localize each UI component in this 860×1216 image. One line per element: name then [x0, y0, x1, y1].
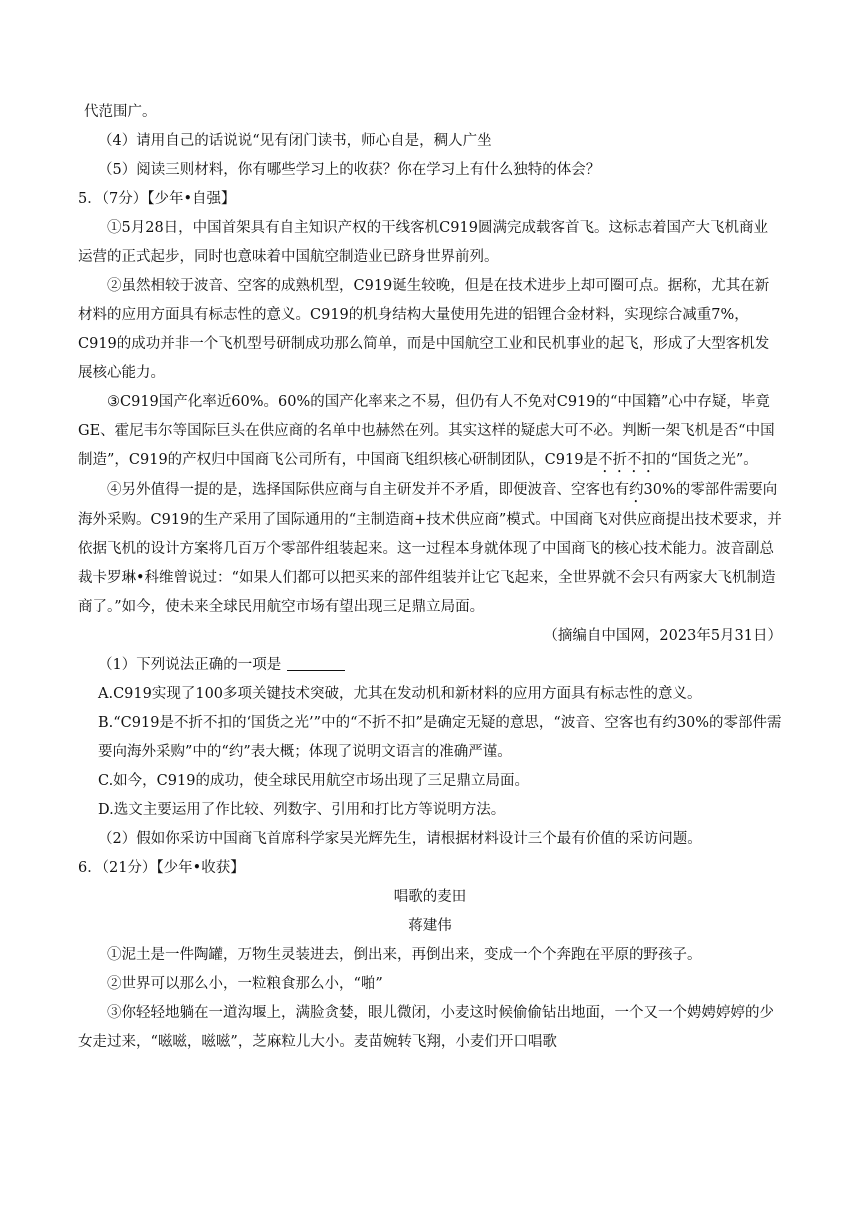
page-content — [78, 98, 782, 1057]
q6-article-author: 蒋建伟 — [408, 918, 452, 934]
q5-option-d: D.选文主要运用了作比较、列数字、引用和打比方等说明方法。 — [98, 802, 506, 818]
q5-p3-text-b: 的“国货之光”。 — [655, 452, 758, 468]
q6-paragraph-3: ③你轻轻地躺在一道沟堰上，满脸贪婪，眼儿微闭，小麦这时候偷偷钻出地面，一个又一个娉娉婷婷的少女走过来，“嗞嗞，嗞嗞”，芝麻粒儿大小。麦苗婉转飞翔，小麦们开口唱歌 — [78, 1005, 774, 1050]
q5-p4-emphasis: 约 — [629, 482, 644, 498]
q5-p3-text-a: ③C919国产化率近60%。60%的国产化率来之不易，但仍有人不免对C919的“中国籍”心中存疑，毕竟GE、霍尼韦尔等国际巨头在供应商的名单中也赫然在列。其实这样的疑虑大可不必。判断一架飞机是否“中国制造”，C919的产权归中国商飞公司所有，中国商飞组织核心研制团队，C919是 — [78, 394, 775, 468]
q6-article-title: 唱歌的麦田 — [393, 889, 467, 905]
q5-p3-emphasis: 不折不扣 — [597, 452, 656, 468]
q4-item-4: （4）请用自己的话说说“见有闭门读书，师心自是，稠人广坐 — [98, 133, 492, 149]
q5-paragraph-1: ①5月28日，中国首架具有自主知识产权的干线客机C919圆满完成载客首飞。这标志着国产大飞机商业运营的正式起步，同时也意味着中国航空制造业已跻身世界前列。 — [78, 220, 768, 265]
q5-sub-question-1-text: （1）下列说法正确的一项是 — [98, 657, 282, 673]
q6-paragraph-1: ①泥土是一件陶罐，万物生灵装进去，倒出来，再倒出来，变成一个个奔跑在平原的野孩子。 — [107, 947, 702, 963]
q5-option-a: A.C919实现了100多项关键技术突破，尤其在发动机和新材料的应用方面具有标志性的意义。 — [98, 686, 702, 702]
q4-item-5: （5）阅读三则材料，你有哪些学习上的收获？你在学习上有什么独特的体会？ — [98, 162, 601, 178]
q6-paragraph-2: ②世界可以那么小，一粒粮食那么小，“啪” — [107, 976, 383, 992]
q5-sub-question-1 — [78, 651, 782, 680]
q5-p4-text-a: ④另外值得一提的是，选择国际供应商与自主研发并不矛盾，即便波音、空客也有 — [107, 482, 629, 498]
q5-sub-question-2: （2）假如你采访中国商飞首席科学家吴光辉先生，请根据材料设计三个最有价值的采访问题。 — [98, 831, 702, 847]
q5-p4-text-b: 30%的零部件需要向海外采购。C919的生产采用了国际通用的“主制造商+技术供应商”模式。中国商飞对供应商提出技术要求，并依据飞机的设计方案将几百万个零部件组装起来。这一过程本身就体现了中国商飞的核心技术能力。波音副总裁卡罗琳•科维曾说过：“如果人们都可以把买来的部件组装并让它飞起来，全世界就不会只有两家大飞机制造商了。”如今，使未来全球民用航空市场有望出现三足鼎立局面。 — [78, 482, 782, 615]
q6-header: 6．（21分）【少年•收获】 — [78, 860, 245, 876]
q5-paragraph-3 — [78, 388, 782, 476]
q5-header: 5．（7分）【少年•自强】 — [78, 191, 236, 207]
answer-blank[interactable] — [287, 654, 345, 671]
q5-paragraph-4 — [78, 476, 782, 622]
q4-continuation: 代范围广。 — [84, 104, 157, 120]
q5-source: （摘编自中国网，2023年5月31日） — [543, 628, 782, 644]
q5-paragraph-2: ②虽然相较于波音、空客的成熟机型，C919诞生较晚，但是在技术进步上却可圈可点。据称，尤其在新材料的应用方面具有标志性的意义。C919的机身结构大量使用先进的铝锂合金材料，实现综合减重7%，C919的成功并非一个飞机型号研制成功那么简单，而是中国航空工业和民机事业的起飞，形成了大型客机发展核心能力。 — [78, 278, 770, 381]
q5-option-c: C.如今，C919的成功，使全球民用航空市场出现了三足鼎立局面。 — [98, 773, 529, 789]
q5-option-b: B.“C919是不折不扣的‘国货之光’”中的“不折不扣”是确定无疑的意思，“波音、空客也有约30%的零部件需要向海外采购”中的“约”表大概；体现了说明文语言的准确严谨。 — [98, 715, 782, 760]
